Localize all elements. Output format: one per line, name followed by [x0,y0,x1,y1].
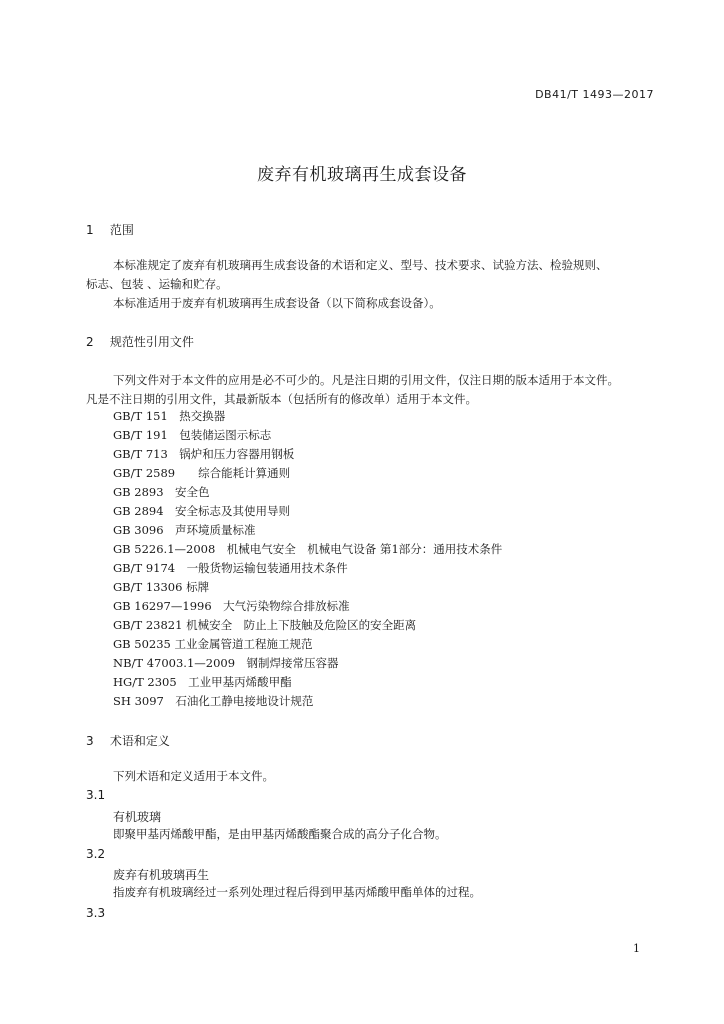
section-3-heading [86,732,170,749]
document-title: 废弃有机玻璃再生成套设备 [257,165,467,185]
reference-item: GB 50235 工业金属管道工程施工规范 [113,637,313,651]
section-title: 范围 [109,223,134,237]
page-number: 1 [633,942,640,955]
terms-intro: 下列术语和定义适用于本文件。 [113,769,274,783]
section-number: 3 [86,734,94,748]
scope-paragraph-2: 本标准适用于废弃有机玻璃再生成套设备（以下简称成套设备）。 [113,296,441,310]
reference-item: GB 2894 安全标志及其使用导则 [113,504,291,518]
term-name: 有机玻璃 [113,810,162,824]
reference-item: GB 3096 声环境质量标准 [113,523,256,537]
reference-item: GB 5226.1—2008 机械电气安全 机械电气设备 第1部分：通用技术条件 [113,542,503,556]
scope-paragraph-1-line-2: 标志、包装 、运输和贮存。 [86,277,228,291]
section-number: 2 [86,335,94,349]
term-definition: 即聚甲基丙烯酸甲酯，是由甲基丙烯酸酯聚合成的高分子化合物。 [113,827,447,841]
term-name: 废弃有机玻璃再生 [113,868,210,882]
reference-item: SH 3097 石油化工静电接地设计规范 [113,694,314,708]
section-number: 1 [86,223,94,237]
section-title: 规范性引用文件 [109,335,194,349]
reference-item: NB/T 47003.1—2009 钢制焊接常压容器 [113,656,339,670]
reference-item: GB/T 23821 机械安全 防止上下肢触及危险区的安全距离 [113,618,417,632]
reference-item: GB/T 151 热交换器 [113,409,226,423]
term-definition: 指废弃有机玻璃经过一系列处理过程后得到甲基丙烯酸甲酯单体的过程。 [113,885,481,899]
term-number: 3.3 [86,906,106,920]
reference-item: HG/T 2305 工业甲基丙烯酸甲酯 [113,675,292,689]
term-number: 3.2 [86,847,106,861]
reference-item: GB/T 9174 一般货物运输包装通用技术条件 [113,561,348,575]
standard-code: DB41/T 1493—2017 [535,88,654,101]
reference-item: GB/T 191 包装储运图示标志 [113,428,272,442]
references-intro-line-2: 凡是不注日期的引用文件，其最新版本（包括所有的修改单）适用于本文件。 [86,392,477,406]
reference-item: GB 2893 安全色 [113,485,210,499]
section-title: 术语和定义 [109,734,170,748]
reference-item: GB/T 13306 标牌 [113,580,210,594]
scope-paragraph-1-line-1: 本标准规定了废弃有机玻璃再生成套设备的术语和定义、型号、技术要求、试验方法、检验规则、 [113,258,608,272]
reference-item: GB/T 713 锅炉和压力容器用钢板 [113,447,295,461]
references-intro-line-1: 下列文件对于本文件的应用是必不可少的。凡是注日期的引用文件，仅注日期的版本适用于本文件。 [113,373,619,387]
section-1-heading [86,221,134,238]
section-2-heading [86,333,194,350]
reference-item: GB/T 2589 综合能耗计算通则 [113,466,291,480]
term-number: 3.1 [86,788,106,802]
reference-item: GB 16297—1996 大气污染物综合排放标准 [113,599,350,613]
